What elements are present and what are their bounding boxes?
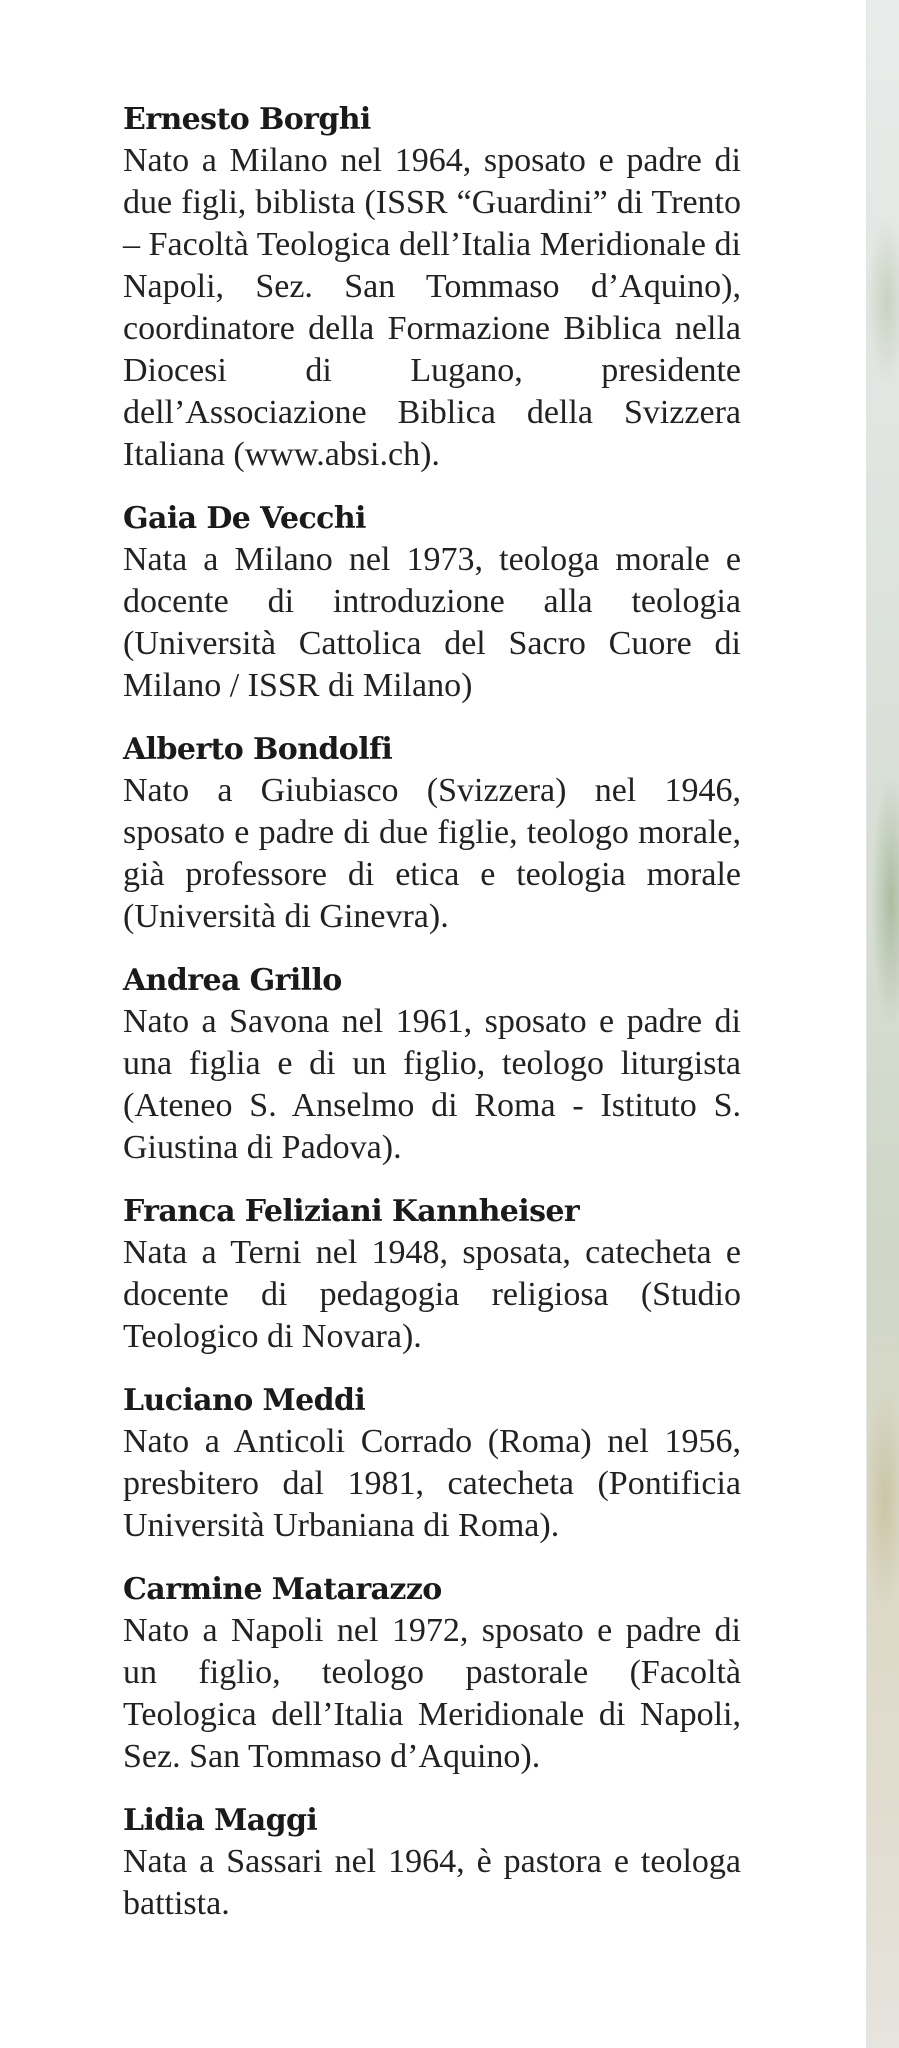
author-name: Andrea Grillo xyxy=(123,963,342,998)
author-entry xyxy=(123,1572,741,1778)
author-bio: Nato a Napoli nel 1972, sposato e padre di un figlio, teologo pastorale (Facoltà Teologica dell’Italia Meridionale di Napoli, Sez. San Tommaso d’Aquino). xyxy=(123,1612,741,1775)
side-photo-strip xyxy=(866,0,899,2048)
author-entry xyxy=(123,732,741,938)
authors-list xyxy=(123,102,741,1950)
author-name: Carmine Matarazzo xyxy=(123,1572,442,1607)
author-entry xyxy=(123,1383,741,1547)
author-bio: Nato a Giubiasco (Svizzera) nel 1946, sposato e padre di due figlie, teologo morale, già professore di etica e teologia morale (Università di Ginevra). xyxy=(123,772,741,935)
author-bio: Nato a Savona nel 1961, sposato e padre di una figlia e di un figlio, teologo liturgista (Ateneo S. Anselmo di Roma - Istituto S. Giustina di Padova). xyxy=(123,1003,741,1166)
author-entry xyxy=(123,501,741,707)
author-bio: Nato a Anticoli Corrado (Roma) nel 1956, presbitero dal 1981, catecheta (Pontificia Università Urbaniana di Roma). xyxy=(123,1423,741,1544)
author-name: Ernesto Borghi xyxy=(123,102,371,137)
author-name: Gaia De Vecchi xyxy=(123,501,366,536)
author-name: Alberto Bondolfi xyxy=(123,732,393,767)
author-bio: Nato a Milano nel 1964, sposato e padre di due figli, biblista (ISSR “Guardini” di Trento – Facoltà Teologica dell’Italia Meridionale di Napoli, Sez. San Tommaso d’Aquino), coordinatore della Formazione Biblica nella Diocesi di Lugano, presidente dell’Associazione Biblica della Svizzera Italiana (www.absi.ch). xyxy=(123,142,741,473)
author-bio: Nata a Terni nel 1948, sposata, catecheta e docente di pedagogia religiosa (Studio Teologico di Novara). xyxy=(123,1234,741,1355)
author-name: Luciano Meddi xyxy=(123,1383,366,1418)
author-entry xyxy=(123,1194,741,1358)
author-bio: Nata a Milano nel 1973, teologa morale e docente di introduzione alla teologia (Università Cattolica del Sacro Cuore di Milano / ISSR di Milano) xyxy=(123,541,741,704)
author-bio: Nata a Sassari nel 1964, è pastora e teologa battista. xyxy=(123,1843,741,1922)
author-entry xyxy=(123,1803,741,1925)
author-entry xyxy=(123,102,741,476)
author-name: Lidia Maggi xyxy=(123,1803,318,1838)
author-entry xyxy=(123,963,741,1169)
author-name: Franca Feliziani Kannheiser xyxy=(123,1194,580,1229)
